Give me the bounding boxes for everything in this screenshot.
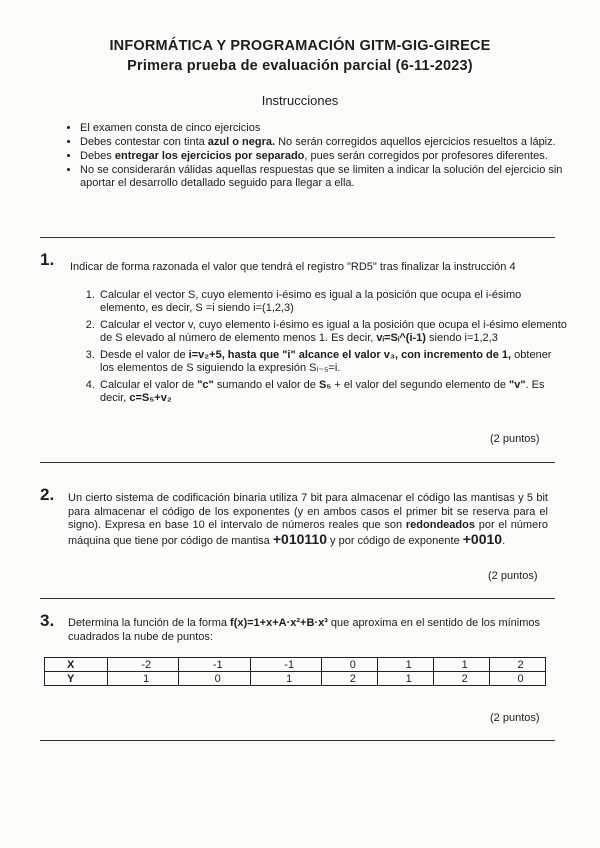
instruction-item: • No se considerarán válidas aquellas respuestas que se limiten a indicar la solución del ejercicio sin aportar el desarrollo detallado seguido para llegar a ella.	[80, 164, 575, 190]
divider	[40, 237, 555, 238]
question-3-points: (2 puntos)	[490, 712, 540, 724]
x-value: 1	[434, 658, 490, 672]
question-3-number: 3.	[40, 611, 55, 630]
exam-title: INFORMÁTICA Y PROGRAMACIÓN GITM-GIG-GIRECE	[109, 38, 491, 54]
x-value: 1	[378, 658, 434, 672]
divider	[40, 598, 555, 599]
y-value: 2	[322, 672, 378, 686]
instruction-item: • Debes entregar los ejercicios por separado, pues serán corregidos por profesores diferentes.	[80, 150, 575, 163]
question-3-text: Determina la función de la forma f(x)=1+x+A·x²+B·x³ que aproxima en el sentido de los mínimos cuadrados la nube de puntos:	[68, 617, 541, 643]
x-value: 0	[322, 658, 378, 672]
question-1-step: 4. Calcular el valor de "c" sumando el valor de S₅ + el valor del segundo elemento de "v". Es decir, c=S₅+v₂	[98, 379, 568, 404]
y-value: 1	[378, 672, 434, 686]
y-label: Y	[45, 672, 108, 686]
instruction-item: • Debes contestar con tinta azul o negra. No serán corregidos aquellos ejercicios resueltos a lápiz.	[80, 136, 575, 149]
table-row-y	[45, 672, 546, 686]
y-value: 0	[179, 672, 250, 686]
y-value: 2	[434, 672, 490, 686]
instructions-heading: Instrucciones	[261, 93, 339, 108]
exam-subtitle: Primera prueba de evaluación parcial (6-11-2023)	[127, 58, 473, 74]
x-value: -1	[250, 658, 321, 672]
table-row-x	[45, 658, 546, 672]
divider	[40, 462, 555, 463]
x-value: -1	[179, 658, 250, 672]
x-value: -2	[108, 658, 179, 672]
data-points-table	[44, 657, 546, 686]
x-label: X	[45, 658, 108, 672]
y-value: 1	[108, 672, 179, 686]
divider	[40, 740, 555, 741]
question-1-number: 1.	[40, 250, 55, 269]
y-value: 1	[250, 672, 321, 686]
question-1-step: 1. Calcular el vector S, cuyo elemento i-ésimo es igual a la posición que ocupa el i-ésimo elemento, es decir, S =i siendo i=(1,2,3)	[98, 289, 568, 314]
question-2-points: (2 puntos)	[488, 570, 538, 582]
question-1-points: (2 puntos)	[490, 433, 540, 445]
question-1-step: 3. Desde el valor de i=v₂+5, hasta que "i" alcance el valor v₃, con incremento de 1, obtener los elementos de S siguiendo la expresión Sᵢ₋₅=i.	[98, 349, 568, 374]
y-value: 0	[490, 672, 546, 686]
question-2-text: Un cierto sistema de codificación binaria utiliza 7 bit para almacenar el código las mantisas y 5 bit para almacenar el código de los exponentes (y en ambos casos el primer bit se reserva para el signo). Expresa en base 10 el intervalo de números reales que son redondeados por el número máquina que tiene por código de mantisa +010110 y por código de exponente +0010.	[68, 492, 548, 547]
question-1-step: 2. Calcular el vector v, cuyo elemento i-ésimo es igual a la posición que ocupa el i-ésimo elemento de S elevado al número de elemento menos 1. Es decir, vᵢ=Sᵢ^(i-1) siendo i=1,2,3	[98, 319, 568, 344]
question-2-number: 2.	[40, 485, 55, 504]
question-1-steps	[80, 289, 568, 409]
x-value: 2	[490, 658, 546, 672]
question-1-intro: Indicar de forma razonada el valor que tendrá el registro "RD5" tras finalizar la instrucción 4	[70, 261, 516, 273]
instruction-item: • El examen consta de cinco ejercicios	[80, 122, 575, 135]
instructions-list	[62, 122, 575, 191]
